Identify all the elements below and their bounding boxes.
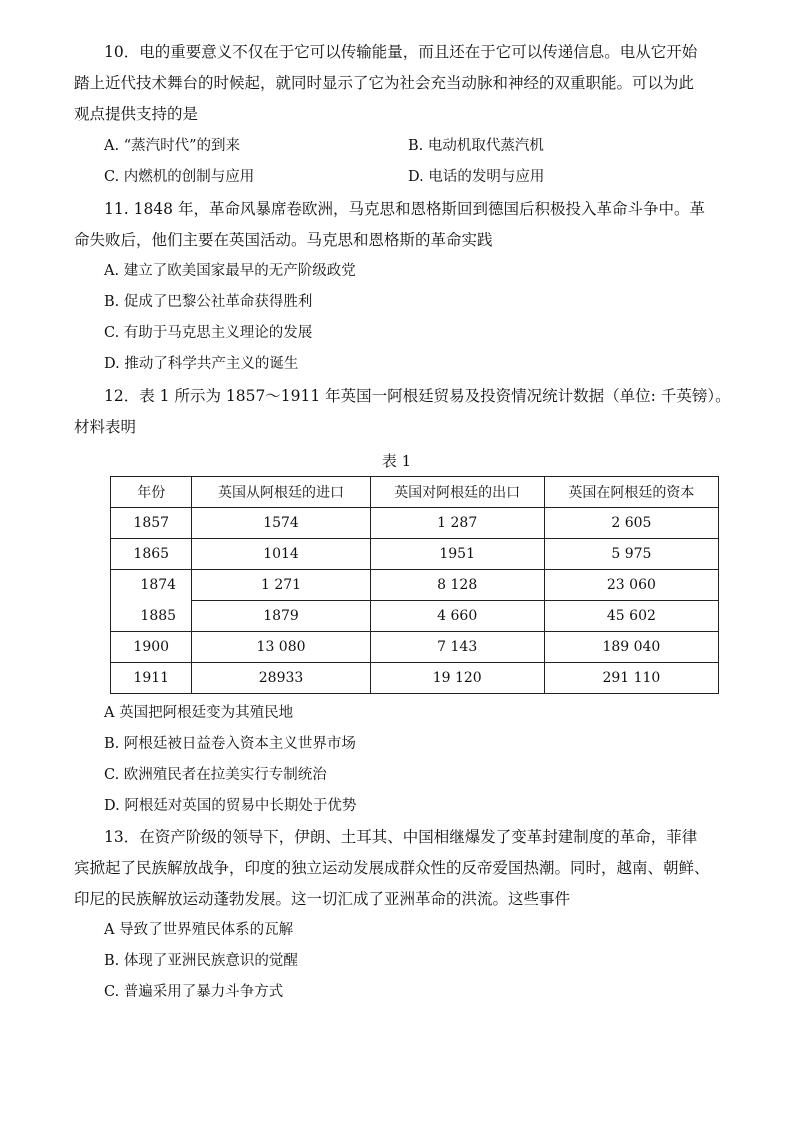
q13-option-c: C. 普遍采用了暴力斗争方式 [104, 984, 284, 1000]
table-header-cell: 年份 [111, 477, 192, 508]
table-caption: 表 1 [381, 452, 412, 470]
table-cell: 45 602 [544, 601, 718, 632]
table-cell: 5 975 [544, 539, 718, 570]
q12-stem-line-2: 材料表明 [74, 418, 137, 436]
table-cell: 13 080 [192, 632, 370, 663]
q10-stem-line-2: 踏上近代技术舞台的时候起，就同时显示了它为社会充当动脉和神经的双重职能。可以为此 [74, 74, 695, 92]
trade-investment-table [110, 476, 719, 694]
table-row [111, 508, 719, 539]
table-row [111, 663, 719, 694]
table-cell: 1 287 [370, 508, 544, 539]
q11-option-c: C. 有助于马克思主义理论的发展 [104, 325, 313, 341]
q13-stem-line-3: 印尼的民族解放运动蓬勃发展。这一切汇成了亚洲革命的洪流。这些事件 [74, 890, 571, 908]
q10-option-b: B. 电动机取代蒸汽机 [408, 138, 544, 154]
table-cell: 2 605 [544, 508, 718, 539]
q13-option-b: B. 体现了亚洲民族意识的觉醒 [104, 953, 298, 969]
q10-option-a: A. “蒸汽时代”的到来 [104, 138, 241, 154]
table-row [111, 539, 719, 570]
table-cell-year: 1857 [111, 508, 192, 539]
q10-option-d: D. 电话的发明与应用 [408, 169, 545, 185]
table-cell: 1879 [192, 601, 370, 632]
table-header-cell: 英国在阿根廷的资本 [544, 477, 718, 508]
table-cell: 189 040 [544, 632, 718, 663]
q11-option-a: A. 建立了欧美国家最早的无产阶级政党 [104, 263, 356, 279]
table-cell-year: 1911 [111, 663, 192, 694]
table-cell: 28933 [192, 663, 370, 694]
table-header-cell: 英国对阿根廷的出口 [370, 477, 544, 508]
q10-stem-line-1: 10．电的重要意义不仅在于它可以传输能量，而且还在于它可以传递信息。电从它开始 [104, 43, 698, 61]
table-header-row [111, 477, 719, 508]
q11-stem-line-1: 11. 1848 年，革命风暴席卷欧洲，马克思和恩格斯回到德国后积极投入革命斗争中。革 [104, 200, 705, 218]
q12-option-b: B. 阿根廷被日益卷入资本主义世界市场 [104, 736, 356, 752]
table-cell: 291 110 [544, 663, 718, 694]
q12-option-a: A 英国把阿根廷变为其殖民地 [104, 705, 294, 721]
q10-option-c: C. 内燃机的创制与应用 [104, 169, 255, 185]
q13-stem-line-1: 13．在资产阶级的领导下，伊朗、土耳其、中国相继爆发了变革封建制度的革命，菲律 [104, 828, 698, 846]
table-cell: 8 128 [370, 570, 544, 601]
q12-option-c: C. 欧洲殖民者在拉美实行专制统治 [104, 767, 327, 783]
table-cell-year: 1900 [111, 632, 192, 663]
table-cell-year: 1885 [111, 601, 192, 632]
table-cell: 1 271 [192, 570, 370, 601]
table-row [111, 570, 719, 601]
q12-option-d: D. 阿根廷对英国的贸易中长期处于优势 [104, 798, 357, 814]
table-cell: 1951 [370, 539, 544, 570]
table-row [111, 601, 719, 632]
table-row [111, 632, 719, 663]
q11-option-d: D. 推动了科学共产主义的诞生 [104, 356, 299, 372]
q13-option-a: A 导致了世界殖民体系的瓦解 [104, 922, 294, 938]
table-cell: 23 060 [544, 570, 718, 601]
table-header-cell: 英国从阿根廷的进口 [192, 477, 370, 508]
q13-stem-line-2: 宾掀起了民族解放战争，印度的独立运动发展成群众性的反帝爱国热潮。同时，越南、朝鲜、 [74, 859, 710, 877]
table-cell-year: 1874 [111, 570, 192, 601]
q11-stem-line-2: 命失败后，他们主要在英国活动。马克思和恩格斯的革命实践 [74, 231, 493, 249]
q12-stem-line-1: 12．表 1 所示为 1857～1911 年英国一阿根廷贸易及投资情况统计数据（单位: 千英镑）。 [104, 387, 731, 405]
table-cell: 1014 [192, 539, 370, 570]
q11-option-b: B. 促成了巴黎公社革命获得胜利 [104, 294, 313, 310]
table-cell: 1574 [192, 508, 370, 539]
q10-stem-line-3: 观点提供支持的是 [74, 105, 199, 123]
table-cell-year: 1865 [111, 539, 192, 570]
table-cell: 19 120 [370, 663, 544, 694]
table-cell: 7 143 [370, 632, 544, 663]
table-cell: 4 660 [370, 601, 544, 632]
